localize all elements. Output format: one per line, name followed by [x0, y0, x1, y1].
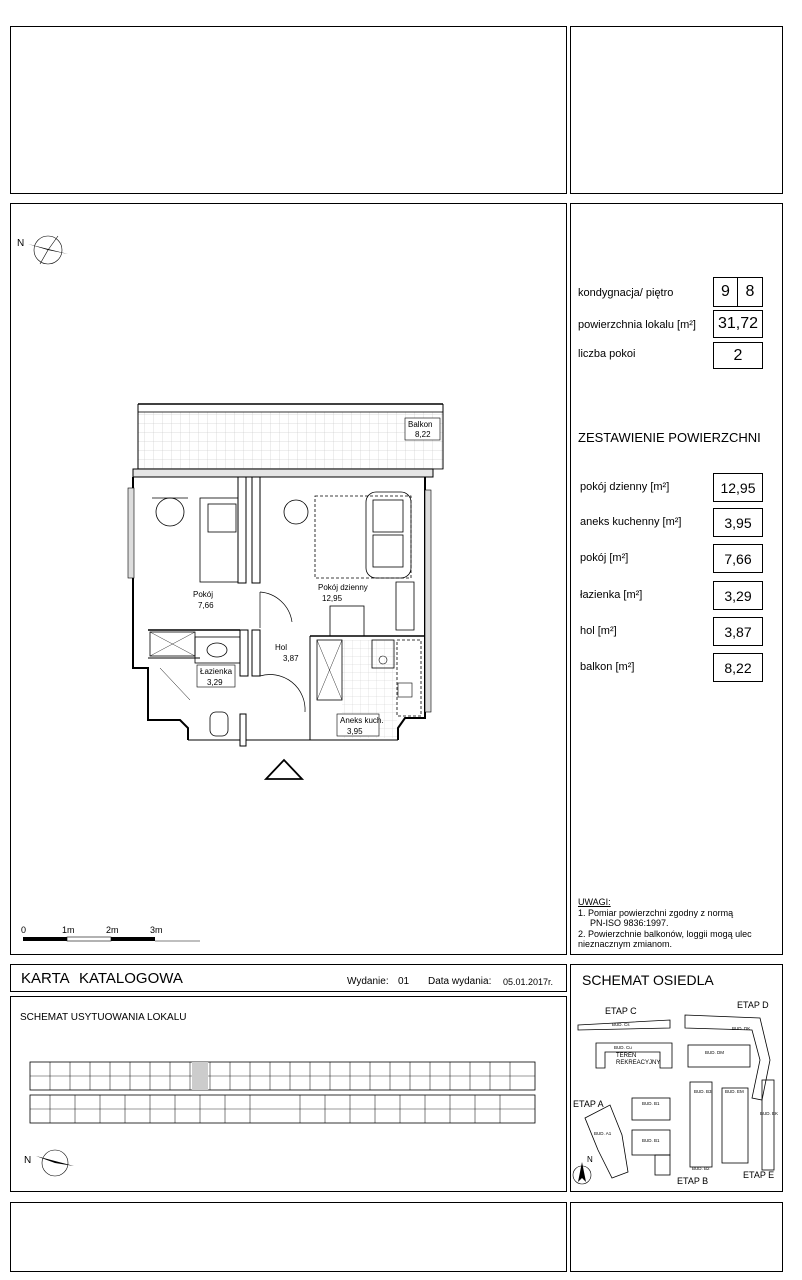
bud-ek: BUD. EK — [760, 1111, 779, 1116]
bud-dm: BUD. DM — [705, 1050, 724, 1055]
bud-b1-a: BUD. B1 — [642, 1101, 660, 1106]
scale-3: 3m — [150, 925, 163, 935]
etap-a: ETAP A — [573, 1099, 604, 1109]
summary-label-4: łazienka [m²] — [580, 589, 643, 601]
aneks-name: Aneks kuch. — [340, 716, 384, 725]
compass-icon — [17, 236, 68, 264]
notes-line-4: nieznacznym zmianom. — [578, 939, 673, 949]
etap-c: ETAP C — [605, 1006, 637, 1016]
bottom-frame-left — [10, 1202, 567, 1272]
estate-title: SCHEMAT OSIEDLA — [582, 972, 714, 988]
bud-em: BUD. EM — [725, 1089, 744, 1094]
bud-dk: BUD. DK — [732, 1026, 751, 1031]
compass-label: N — [17, 238, 25, 249]
summary-label-5: hol [m²] — [580, 625, 617, 637]
summary-value-6: 8,22 — [713, 653, 763, 682]
scale-0: 0 — [21, 925, 27, 935]
aneks-area: 3,95 — [347, 727, 363, 736]
summary-value-1: 12,95 — [713, 473, 763, 502]
etap-b: ETAP B — [677, 1176, 709, 1186]
area-label: powierzchnia lokalu [m²] — [578, 319, 696, 331]
pokoj-name: Pokój — [193, 590, 214, 599]
summary-value-2: 3,95 — [713, 508, 763, 537]
pokoj-dzienny-name: Pokój dzienny — [318, 583, 368, 592]
summary-label-1: pokój dzienny [m²] — [580, 481, 670, 493]
etap-e: ETAP E — [743, 1170, 775, 1180]
edition-label: Wydanie: — [347, 976, 389, 987]
floor-value-1: 9 — [713, 277, 738, 307]
estate-compass-icon — [573, 1155, 593, 1184]
location-compass-label: N — [24, 1155, 32, 1166]
notes — [578, 897, 752, 950]
location-title: SCHEMAT USYTUOWANIA LOKALU — [20, 1012, 187, 1023]
bud-b1-b: BUD. B1 — [642, 1138, 660, 1143]
balkon-area: 8,22 — [415, 430, 431, 439]
etap-d: ETAP D — [737, 1000, 769, 1010]
header-frame-left — [10, 26, 567, 194]
notes-title: UWAGI: — [578, 897, 611, 907]
bud-b3: BUD. B3 — [694, 1089, 712, 1094]
lazienka-name: Łazienka — [200, 667, 233, 676]
pokoj-furniture — [150, 498, 238, 656]
summary-label-2: aneks kuchenny [m²] — [580, 516, 682, 528]
estate-plan — [570, 964, 783, 1192]
rooms-value: 2 — [713, 342, 763, 369]
notes-line-3: 2. Powierzchnie balkonów, loggii mogą ulec — [578, 928, 752, 939]
bud-cu: BUD. Cu — [614, 1045, 632, 1050]
floor-label: kondygnacja/ piętro — [578, 287, 674, 299]
scale-bar — [21, 925, 200, 941]
entrance-triangle-icon — [266, 760, 302, 779]
bud-cs: BUD. Cs — [612, 1022, 630, 1027]
lazienka-area: 3,29 — [207, 678, 223, 687]
bud-b2: BUD. B2 — [692, 1166, 710, 1171]
hol-name: Hol — [275, 643, 288, 652]
floor-value-2: 8 — [737, 277, 763, 307]
summary-label-6: balkon [m²] — [580, 661, 635, 673]
terrain-1: TEREN — [616, 1053, 637, 1059]
date-value: 05.01.2017r. — [503, 977, 554, 987]
floor-plan — [10, 203, 567, 955]
header-frame-right — [570, 26, 783, 194]
rooms-label: liczba pokoi — [578, 348, 636, 360]
notes-line-2: PN-ISO 9836:1997. — [590, 918, 669, 928]
living-furniture — [284, 492, 414, 636]
scale-1: 1m — [62, 925, 75, 935]
balcony — [138, 404, 443, 469]
summary-value-3: 7,66 — [713, 544, 763, 573]
pokoj-dzienny-area: 12,95 — [322, 594, 343, 603]
location-plan — [10, 996, 567, 1192]
terrain-2: REKREACYJNY — [616, 1060, 661, 1066]
balkon-name: Balkon — [408, 420, 433, 429]
scale-2: 2m — [106, 925, 119, 935]
summary-label-3: pokój [m²] — [580, 552, 629, 564]
summary-value-5: 3,87 — [713, 617, 763, 646]
bud-a1: BUD. A1 — [594, 1131, 612, 1136]
hol-area: 3,87 — [283, 654, 299, 663]
notes-line-1: 1. Pomiar powierzchni zgodny z normą — [578, 907, 734, 918]
estate-compass-label: N — [587, 1155, 593, 1164]
bottom-frame-right — [570, 1202, 783, 1272]
catalog-title: KARTA KATALOGOWA — [21, 970, 183, 987]
pokoj-area: 7,66 — [198, 601, 214, 610]
summary-value-4: 3,29 — [713, 581, 763, 610]
edition-value: 01 — [398, 976, 410, 987]
area-value: 31,72 — [713, 310, 763, 338]
date-label: Data wydania: — [428, 976, 492, 987]
summary-title: ZESTAWIENIE POWIERZCHNI — [578, 430, 761, 445]
location-compass-icon — [24, 1150, 74, 1176]
